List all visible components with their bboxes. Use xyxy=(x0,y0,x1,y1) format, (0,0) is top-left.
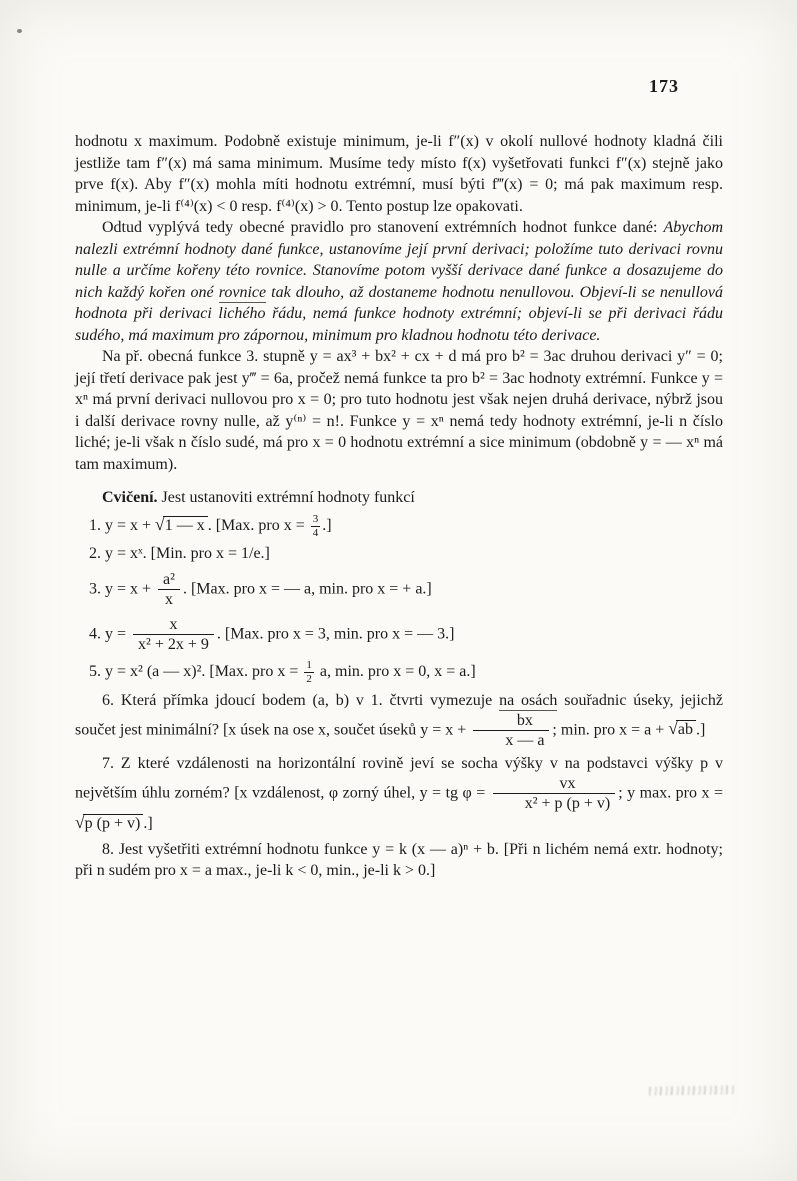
exercise-6-text-b: souřadnic úseky, jejichž součet jest minimální? [x úsek na ose x, součet úseků y = x + xyxy=(75,692,724,738)
fraction-denominator: 2 xyxy=(306,673,312,686)
fraction-numerator: a² xyxy=(158,571,180,590)
exercise-3-answer: . [Max. pro x = — a, min. pro x = + a.] xyxy=(182,580,432,598)
radicand: p (p + v) xyxy=(83,814,144,832)
exercise-7-text-b: ; y max. pro x = xyxy=(618,784,724,802)
pencil-smudge xyxy=(649,1085,735,1095)
rule-italic-text-a: Abychom nalezli extrémní hodnoty dané funkce, ustanovíme její první derivaci; položíme tuto derivaci rovnu nulle a určíme kořeny této rovnice. Stanovíme potom vyšší derivace dané funkce a dosazujeme do nich každý kořen oné xyxy=(75,219,723,301)
fraction xyxy=(311,514,321,539)
fraction-numerator: bx xyxy=(473,712,549,731)
fraction xyxy=(304,660,314,685)
pencil-underlined-words: na osách xyxy=(499,692,558,710)
fraction-denominator: x xyxy=(165,591,173,609)
exercise-8: 8. Jest vyšetřiti extrémní hodnotu funkce y = k (x — a)ⁿ + b. [Při n lichém nemá extr. hodnoty; při n sudém pro x = a max., je-li k < 0, min., je-li k > 0.] xyxy=(75,840,723,880)
radical-sign-icon: √ xyxy=(75,812,85,833)
exercise-6 xyxy=(75,690,723,749)
exercise-4-answer: . [Max. pro x = 3, min. pro x = — 3.] xyxy=(216,624,455,642)
exercise-7-close: .] xyxy=(143,815,153,833)
exercise-4-formula: 4. y = xyxy=(89,624,131,642)
exercise-7-text-a: 7. Z které vzdálenosti na horizontální rovině jeví se socha výšky v na podstavci výšky p v největším úhlu zorném? [x vzdálenost, φ zorný úhel, y = tg φ = xyxy=(75,755,723,802)
fraction-numerator: 3 xyxy=(312,512,319,525)
fraction-denominator: x² + p (p + v) xyxy=(524,794,611,812)
fraction xyxy=(133,616,214,654)
fraction-denominator: x² + 2x + 9 xyxy=(138,635,209,653)
pencil-underlined-word: rovnice xyxy=(218,283,267,301)
exercise-1-answer: . [Max. pro x = xyxy=(207,516,309,534)
scan-speck xyxy=(17,29,22,33)
exercise-7 xyxy=(75,753,723,835)
exercise-4 xyxy=(75,616,723,654)
exercise-1-formula: 1. y = x + xyxy=(89,516,156,534)
exercise-2: 2. y = xˣ. [Min. pro x = 1/e.] xyxy=(89,544,270,562)
fraction-numerator: x xyxy=(133,616,214,635)
page-number: 173 xyxy=(649,76,679,96)
fraction-denominator: 4 xyxy=(312,526,319,539)
radical-sign-icon: √ xyxy=(155,513,165,534)
fraction xyxy=(493,775,616,813)
rule-intro-text: Odtud vyplývá tedy obecné pravidlo pro stanovení extrémních hodnot funkce dané: xyxy=(102,219,664,236)
exercise-1 xyxy=(75,514,723,539)
radicand: 1 — x xyxy=(163,516,208,534)
exercise-6-text-a: 6. Která přímka jdoucí bodem (a, b) v 1. čtvrti vymezuje xyxy=(102,692,500,710)
exercise-6-close: .] xyxy=(696,721,706,738)
exercise-5-formula: 5. y = x² (a — x)². [Max. pro x = xyxy=(89,663,303,681)
sqrt-expression xyxy=(75,812,143,833)
sqrt-expression xyxy=(668,718,696,738)
radicand: ab xyxy=(676,720,696,738)
paragraph-example: Na př. obecná funkce 3. stupně y = ax³ + bx² + cx + d má pro b² = 3ac druhou derivaci y″ = 0; její třetí derivace pak jest y‴ = 6a, pročež nemá funkce ta pro b² = 3ac hodnoty extrémní. Funkce y = xⁿ má první derivaci nullovou pro x = 0; pro tuto hodnotu jest však nejen druhá derivace, nýbrž jsou i další derivace rovny nulle, až y⁽ⁿ⁾ = n!. Funkce y = xⁿ nemá tedy hodnoty extrémní, je-li n číslo liché; je-li však n číslo sudé, má pro x = 0 hodnotu extrémní a sice minimum (obdobně y = — xⁿ má tam maximum). xyxy=(75,348,723,473)
exercises-heading-rest: Jest ustanoviti extrémní hodnoty funkcí xyxy=(157,489,415,506)
paragraph-continuation: hodnotu x maximum. Podobně existuje minimum, je-li f″(x) v okolí nullové hodnoty kladná čili jestliže tam f″(x) má sama minimum. Musíme tedy místo f(x) vyšetřovati funkci f″(x) stejně jako prve f(x). Aby f″(x) mohla míti hodnotu extrémní, musí býti f‴(x) = 0; má pak maximum resp. minimum, je-li f⁽⁴⁾(x) < 0 resp. f⁽⁴⁾(x) > 0. Tento postup lze opakovati. xyxy=(75,133,723,215)
exercise-5 xyxy=(75,660,723,685)
exercise-6-text-c: ; min. pro x = a + xyxy=(552,721,669,738)
fraction xyxy=(158,571,180,609)
exercise-5-answer: a, min. pro x = 0, x = a.] xyxy=(315,663,476,681)
exercises-heading xyxy=(75,487,723,509)
rule-italic-text-b: tak dlouho, až dostaneme hodnotu nenullovou. Objeví-li se nenullová hodnota při derivaci lichého řádu, nemá funkce hodnoty extrémní; objeví-li se při derivaci řádu sudého, má maximum pro zápornou, minimum pro kladnou hodnotu této derivace. xyxy=(75,283,723,344)
fraction-numerator: vx xyxy=(493,775,616,794)
sqrt-expression xyxy=(155,513,208,534)
fraction xyxy=(473,712,549,750)
text-column xyxy=(75,131,723,882)
exercise-3-formula: 3. y = x + xyxy=(89,580,156,598)
exercise-1-close: .] xyxy=(322,516,332,534)
paragraph-general-rule xyxy=(75,217,723,346)
exercise-3 xyxy=(75,571,723,609)
exercises-heading-word: Cvičení. xyxy=(102,489,158,506)
radical-sign-icon: √ xyxy=(668,718,678,738)
fraction-denominator: x — a xyxy=(505,731,545,749)
fraction-numerator: 1 xyxy=(306,659,312,672)
